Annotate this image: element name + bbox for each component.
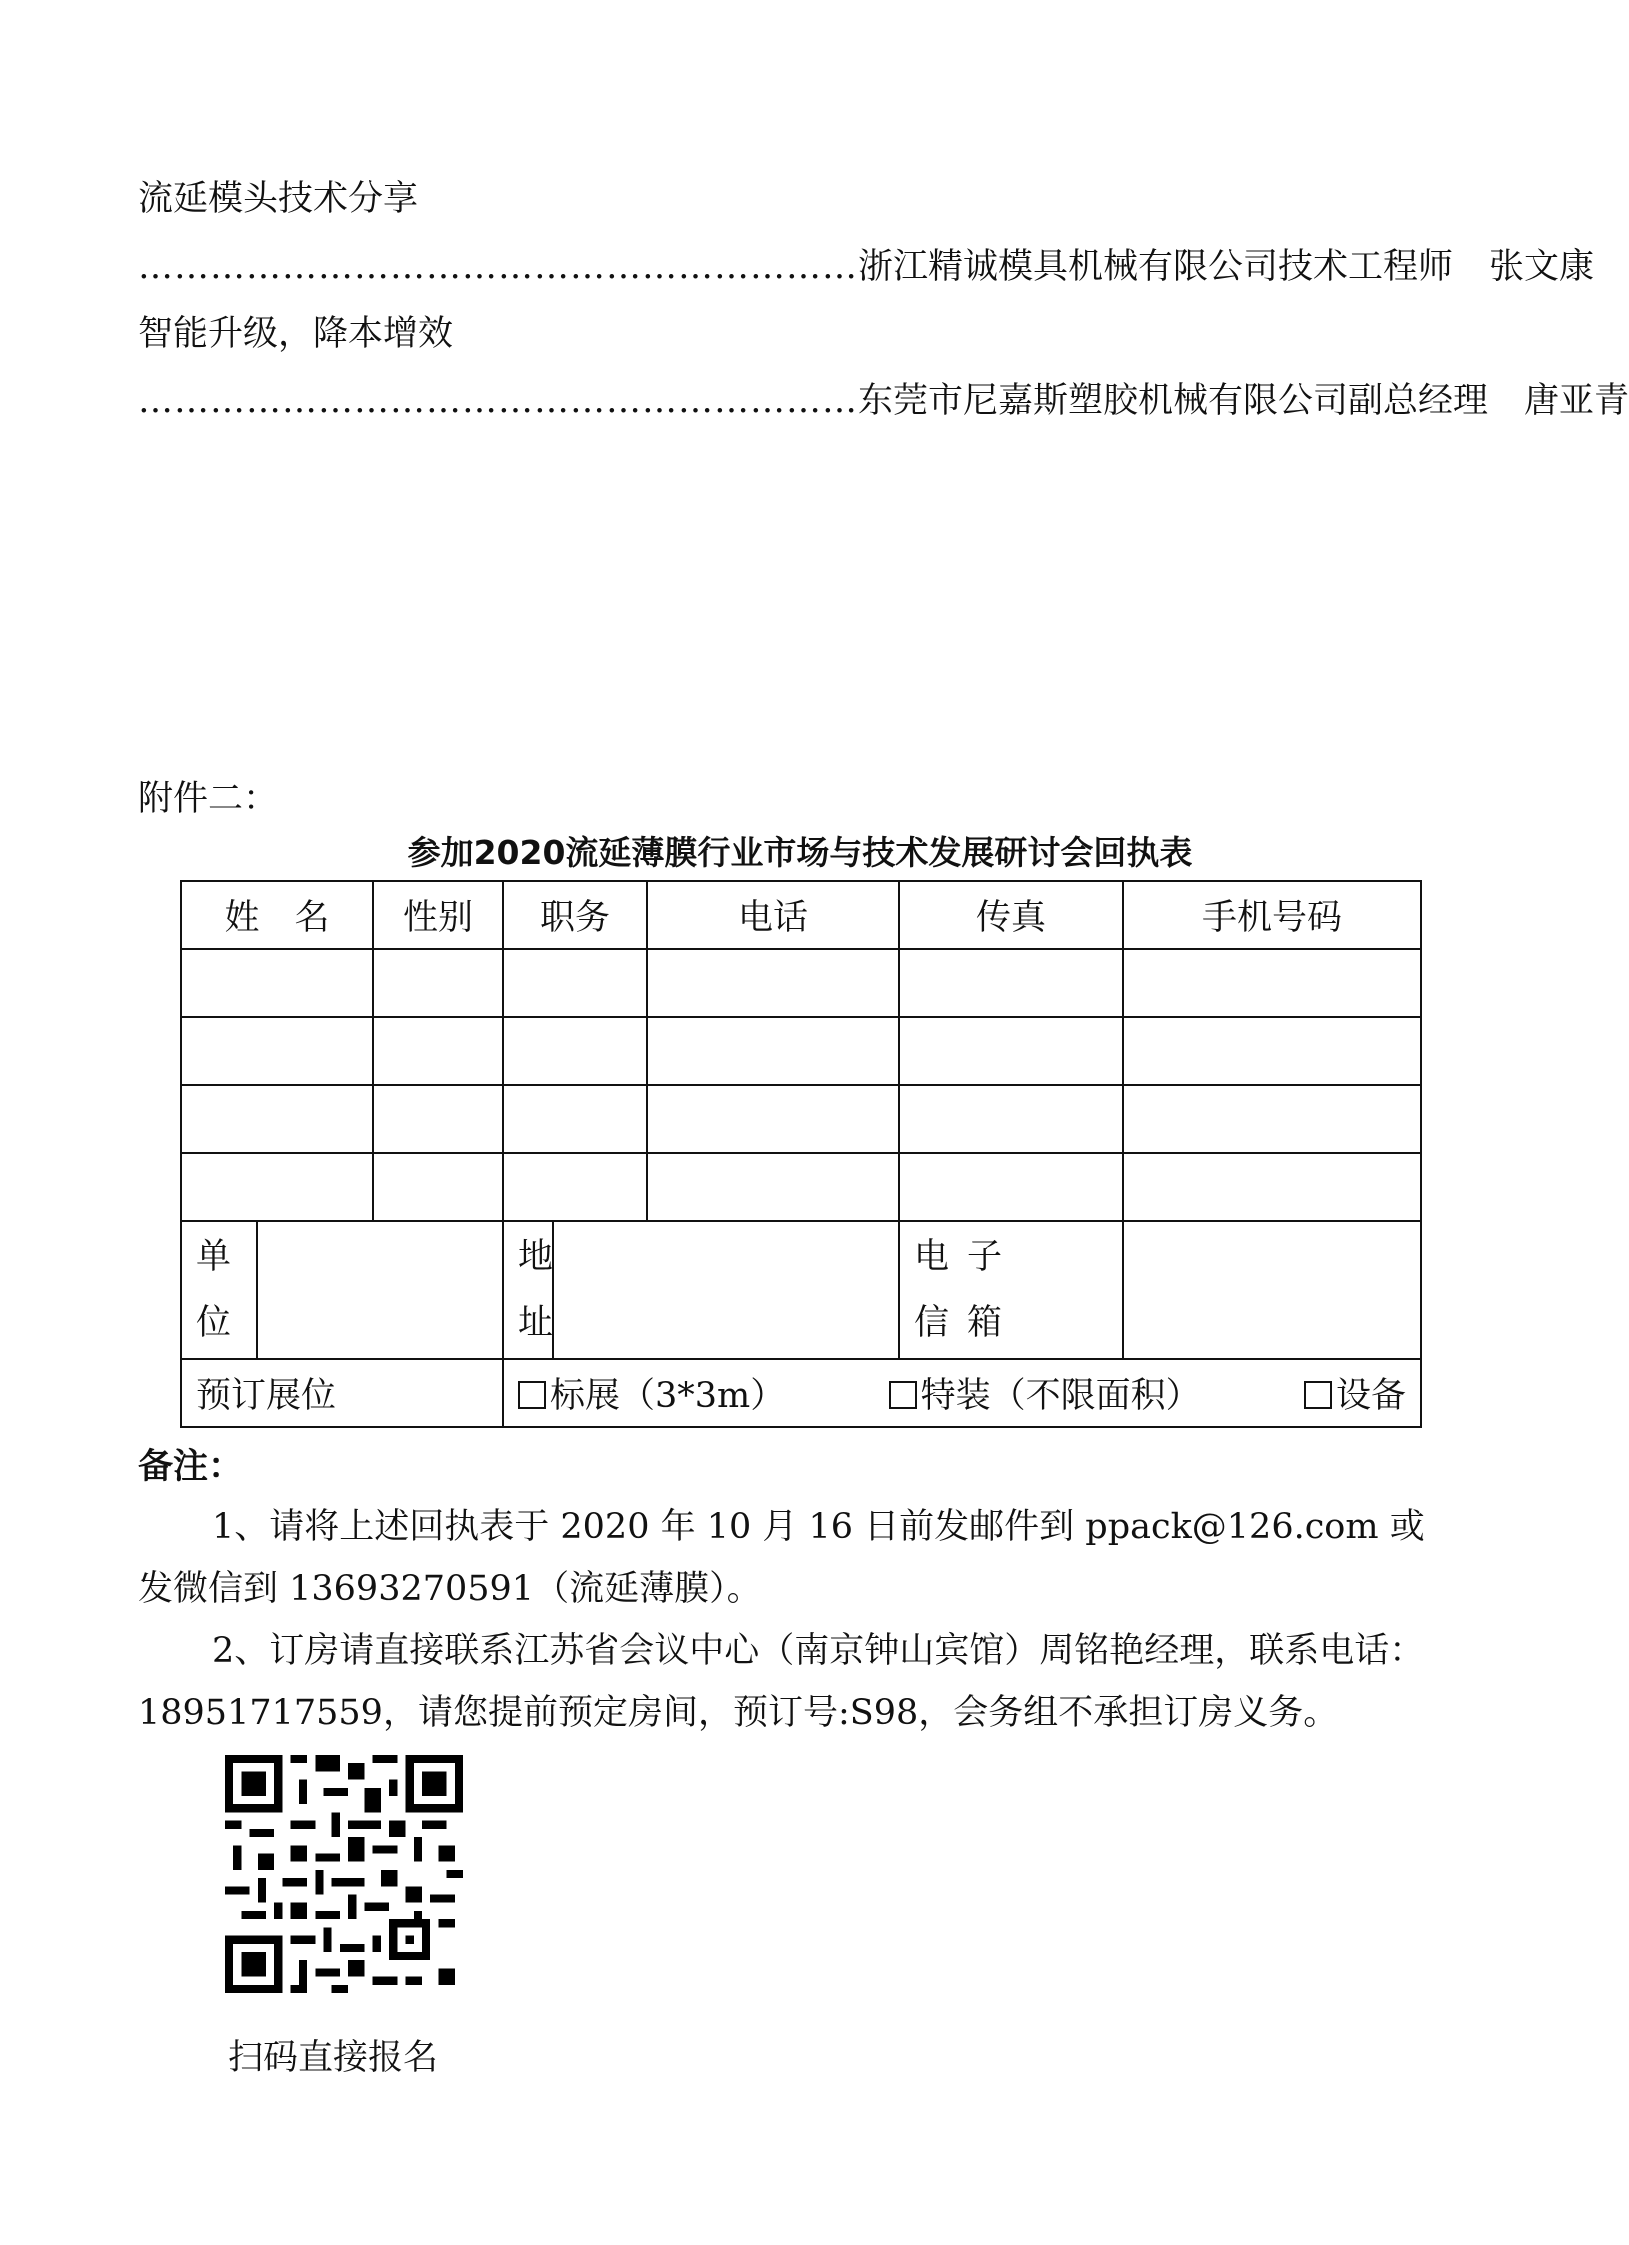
mobile-cell[interactable] xyxy=(1123,949,1421,1017)
phone-cell[interactable] xyxy=(647,949,899,1017)
mobile-cell[interactable] xyxy=(1123,1153,1421,1221)
header-gender: 性别 xyxy=(373,881,503,949)
talk-2-speaker-line xyxy=(138,378,1629,424)
talk-2-affiliation xyxy=(858,378,1629,424)
booth-options xyxy=(503,1359,1421,1427)
fax-cell[interactable] xyxy=(899,1017,1123,1085)
talk-2-title: 智能升级，降本增效 xyxy=(138,314,454,354)
table-row xyxy=(181,1085,1421,1153)
fax-cell[interactable] xyxy=(899,1153,1123,1221)
form-info-row xyxy=(181,1221,1421,1359)
booth-row xyxy=(181,1359,1421,1427)
email-label xyxy=(899,1221,1123,1359)
note-2: 2、订房请直接联系江苏省会议中心（南京钟山宾馆）周铭艳经理，联系电话：18951717559，请您提前预定房间，预订号:S98，会务组不承担订房义务。 xyxy=(138,1631,1425,1733)
gender-cell[interactable] xyxy=(373,1085,503,1153)
header-fax: 传真 xyxy=(899,881,1123,949)
talk-1-org: 浙江精诚模具机械有限公司技术工程师 xyxy=(858,247,1454,287)
fax-cell[interactable] xyxy=(899,1085,1123,1153)
qr-code-icon xyxy=(225,1755,463,1993)
gender-cell[interactable] xyxy=(373,1017,503,1085)
talk-2-dot-leader: …………………………………………………… xyxy=(138,381,858,421)
checkbox-icon[interactable] xyxy=(518,1381,546,1409)
fax-cell[interactable] xyxy=(899,949,1123,1017)
booth-option-equipment[interactable]: 设备 xyxy=(1304,1368,1406,1418)
header-phone: 电话 xyxy=(647,881,899,949)
name-cell[interactable] xyxy=(181,1153,373,1221)
form-title: 参加2020流延薄膜行业市场与技术发展研讨会回执表 xyxy=(407,833,1193,872)
checkbox-icon[interactable] xyxy=(889,1381,917,1409)
header-name: 姓 名 xyxy=(181,881,373,949)
mobile-cell[interactable] xyxy=(1123,1017,1421,1085)
talk-2-org: 东莞市尼嘉斯塑胶机械有限公司副总经理 xyxy=(858,381,1489,421)
name-cell[interactable] xyxy=(181,1085,373,1153)
booth-option-standard[interactable]: 标展（3*3m） xyxy=(518,1368,785,1418)
talk-1-title: 流延模头技术分享 xyxy=(138,179,419,219)
gender-cell[interactable] xyxy=(373,949,503,1017)
booth-option-custom[interactable]: 特装（不限面积） xyxy=(889,1368,1201,1418)
qr-caption: 扫码直接报名 xyxy=(228,2038,439,2078)
talk-1-speaker-line xyxy=(138,244,1595,290)
address-label xyxy=(503,1221,553,1359)
position-cell[interactable] xyxy=(503,1017,647,1085)
registration-form-table xyxy=(180,880,1422,1428)
booth-label: 预订展位 xyxy=(181,1359,503,1427)
table-row xyxy=(181,1153,1421,1221)
talk-1-affiliation xyxy=(858,244,1594,290)
email-label-2: 信箱 xyxy=(914,1303,1021,1343)
company-label-1: 单 xyxy=(196,1237,232,1277)
checkbox-icon[interactable] xyxy=(1304,1381,1332,1409)
talk-1-speaker: 张文康 xyxy=(1489,247,1595,287)
company-label xyxy=(181,1221,257,1359)
header-position: 职务 xyxy=(503,881,647,949)
company-label-2: 位 xyxy=(196,1303,232,1343)
name-cell[interactable] xyxy=(181,1017,373,1085)
name-cell[interactable] xyxy=(181,949,373,1017)
table-row xyxy=(181,1017,1421,1085)
form-header-row xyxy=(181,881,1421,949)
phone-cell[interactable] xyxy=(647,1085,899,1153)
phone-cell[interactable] xyxy=(647,1153,899,1221)
address-label-2: 址 xyxy=(518,1303,554,1343)
notes-title: 备注： xyxy=(138,1447,244,1487)
header-mobile: 手机号码 xyxy=(1123,881,1421,949)
attachment-label: 附件二： xyxy=(138,779,279,819)
position-cell[interactable] xyxy=(503,1153,647,1221)
address-label-1: 地 xyxy=(518,1237,554,1277)
position-cell[interactable] xyxy=(503,949,647,1017)
note-1: 1、请将上述回执表于 2020 年 10 月 16 日前发邮件到 ppack@126.com 或发微信到 13693270591（流延薄膜）。 xyxy=(138,1507,1425,1609)
gender-cell[interactable] xyxy=(373,1153,503,1221)
talk-1-dot-leader: …………………………………………………… xyxy=(138,247,858,287)
phone-cell[interactable] xyxy=(647,1017,899,1085)
email-label-1: 电子 xyxy=(914,1237,1021,1277)
talk-2-speaker: 唐亚青 xyxy=(1524,381,1629,421)
table-row xyxy=(181,949,1421,1017)
address-field[interactable] xyxy=(553,1221,899,1359)
email-field[interactable] xyxy=(1123,1221,1421,1359)
mobile-cell[interactable] xyxy=(1123,1085,1421,1153)
company-field[interactable] xyxy=(257,1221,503,1359)
position-cell[interactable] xyxy=(503,1085,647,1153)
